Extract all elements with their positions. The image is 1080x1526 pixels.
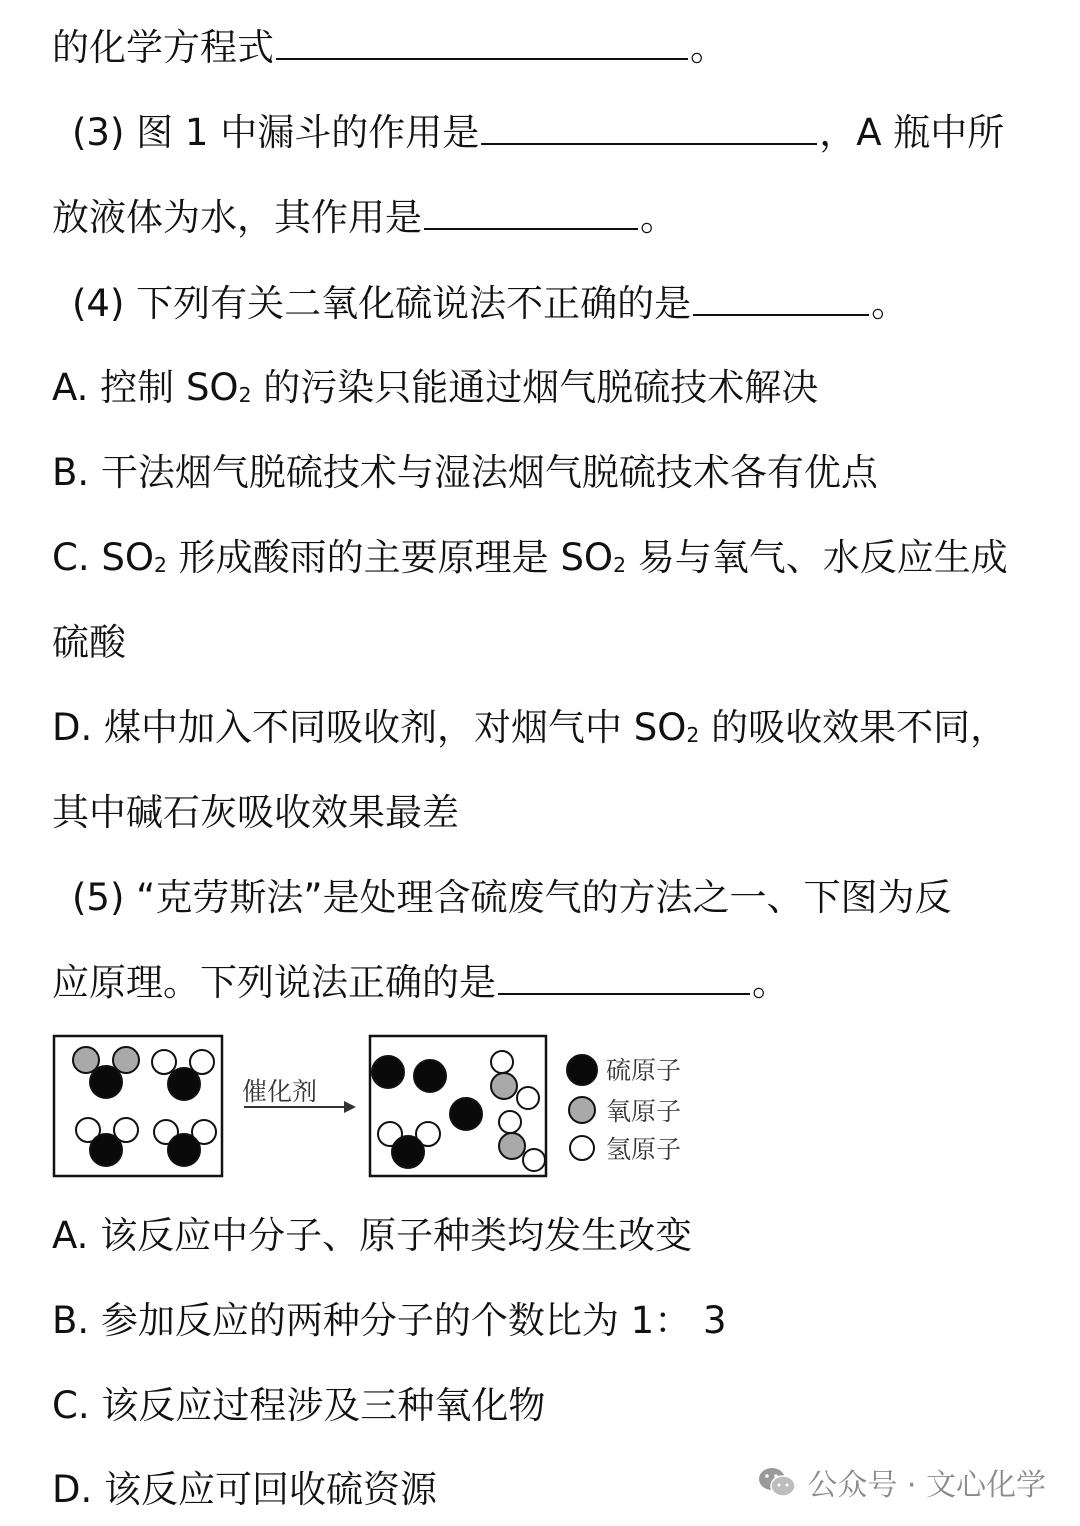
hydrogen-atom — [499, 1111, 521, 1133]
q4-option-a: A. 控制 $SO_2$ 的污染只能通过烟气脱硫技术解决 — [52, 366, 819, 409]
oxygen-atom — [491, 1073, 517, 1099]
q4-option-d-line-2: 其中碱石灰吸收效果最差 — [52, 791, 459, 834]
q5-stem-line-1: (5) “克劳斯法”是处理含硫废气的方法之一、下图为反 — [72, 876, 952, 919]
legend — [567, 1055, 681, 1164]
sulfur-atom — [90, 1066, 122, 1098]
legend-sulfur-label: 硫原子 — [606, 1056, 682, 1085]
watermark — [757, 1460, 1046, 1504]
answer-blank-q4[interactable] — [693, 284, 869, 316]
equation-prompt-text: 的化学方程式 — [52, 26, 274, 69]
q4-option-c: C. $SO_2$ 形成酸雨的主要原理是 $SO_2$ 易与氧气、水反应生成 — [52, 536, 1008, 579]
catalyst-label: 催化剂 — [242, 1077, 318, 1106]
answer-blank-equation[interactable] — [276, 28, 688, 60]
q3-line-1: (3) 图 1 中漏斗的作用是 ，A 瓶中所 — [72, 111, 1005, 154]
sulfur-atom — [168, 1134, 200, 1166]
sulfur-atom — [372, 1056, 404, 1088]
q3-line-2: 放液体为水，其作用是 。 — [52, 196, 677, 239]
q4-stem: (4) 下列有关二氧化硫说法不正确的是 。 — [72, 282, 909, 325]
answer-blank-water[interactable] — [424, 198, 638, 230]
reactant-molecule-so2 — [73, 1047, 139, 1098]
oxygen-atom — [499, 1133, 525, 1159]
q4-option-c-line-2: 硫酸 — [52, 621, 126, 664]
wechat-icon — [757, 1465, 797, 1499]
q5-stem-line-2: 应原理。下列说法正确的是 。 — [52, 961, 789, 1004]
reactant-molecule-h2s — [154, 1120, 216, 1166]
hydrogen-atom — [491, 1051, 513, 1073]
watermark-text: 公众号 · 文心化学 — [807, 1468, 1046, 1503]
product-molecule-water — [499, 1111, 545, 1171]
legend-hydrogen-swatch — [570, 1136, 594, 1160]
reaction-diagram — [52, 1034, 752, 1180]
reactant-molecule-h2s — [76, 1118, 138, 1166]
hydrogen-atom — [523, 1149, 545, 1171]
q4-option-b: B. 干法烟气脱硫技术与湿法烟气脱硫技术各有优点 — [52, 451, 878, 494]
product-molecule-water — [491, 1051, 539, 1109]
q5-option-c: C. 该反应过程涉及三种氧化物 — [52, 1384, 546, 1427]
legend-oxygen-label: 氧原子 — [606, 1097, 682, 1126]
sulfur-atom — [168, 1068, 200, 1100]
q5-option-b: B. 参加反应的两种分子的个数比为 1： 3 — [52, 1299, 727, 1342]
answer-blank-funnel[interactable] — [481, 113, 817, 145]
q5-option-a: A. 该反应中分子、原子种类均发生改变 — [52, 1214, 693, 1257]
q4-option-d: D. 煤中加入不同吸收剂，对烟气中 $SO_2$ 的吸收效果不同， — [52, 706, 1008, 749]
hydrogen-atom — [517, 1087, 539, 1109]
answer-blank-q5[interactable] — [498, 963, 750, 995]
sulfur-atom — [392, 1136, 424, 1168]
sulfur-atom — [414, 1060, 446, 1092]
hydrogen-atom — [152, 1050, 176, 1074]
product-molecule-water — [378, 1122, 440, 1168]
equation-prompt-line: 的化学方程式 。 — [52, 26, 727, 69]
legend-sulfur-swatch — [567, 1055, 597, 1085]
legend-oxygen-swatch — [569, 1097, 595, 1123]
q5-option-d: D. 该反应可回收硫资源 — [52, 1468, 438, 1511]
sulfur-atom — [90, 1134, 122, 1166]
sulfur-atom — [450, 1098, 482, 1130]
legend-hydrogen-label: 氢原子 — [606, 1135, 682, 1164]
reactant-molecule-h2s — [152, 1050, 214, 1100]
